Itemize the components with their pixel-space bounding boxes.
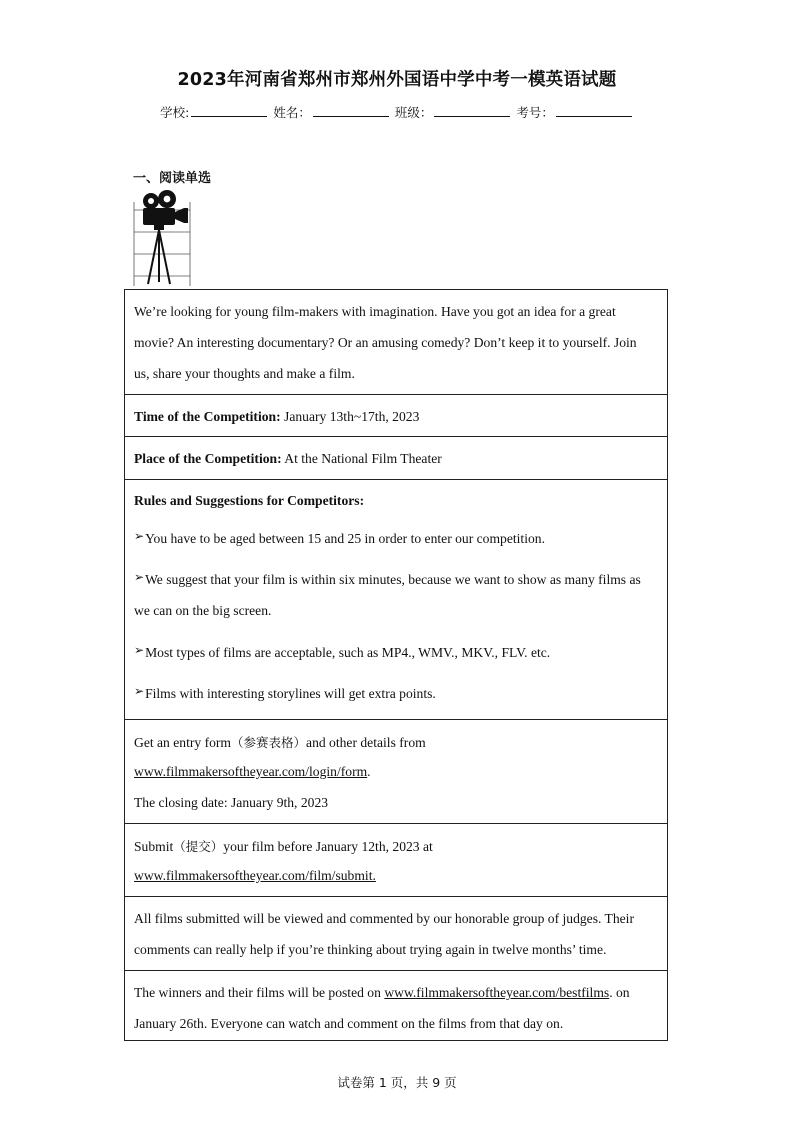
film-camera-icon	[132, 188, 192, 286]
place-label: Place of the Competition:	[134, 451, 282, 466]
entry-link-period: .	[367, 764, 371, 779]
intro-line: movie? An interesting documentary? Or an amusing comedy? Don’t keep it to yourself. Join	[134, 335, 637, 350]
judges-cell	[125, 896, 667, 970]
bullet-arrow-icon: ➢	[134, 684, 145, 698]
submit-text: Submit	[134, 839, 174, 854]
bullet-arrow-icon: ➢	[134, 643, 145, 657]
bullet-arrow-icon: ➢	[134, 529, 145, 543]
judges-line: All films submitted will be viewed and commented by our honorable group of judges. Their	[134, 911, 634, 926]
submit-text: your film before January 12th, 2023 at	[223, 839, 433, 854]
class-label: 班级：	[394, 105, 433, 120]
closing-date: The closing date: January 9th, 2023	[134, 795, 329, 810]
rule-item-continuation: we can on the big screen.	[134, 603, 272, 618]
class-blank	[434, 104, 510, 117]
judges-line: comments can really help if you’re thinking about trying again in twelve months’ time.	[134, 942, 607, 957]
entry-cell	[125, 719, 667, 823]
name-label: 姓名：	[273, 105, 311, 120]
winners-line: January 26th. Everyone can watch and comment on the films from that day on.	[134, 1016, 564, 1031]
exam-number-label: 考号：	[516, 105, 554, 120]
winners-text: The winners and their films will be posted on	[134, 985, 385, 1000]
rule-item: We suggest that your film is within six minutes, because we want to show as many films as	[145, 572, 641, 587]
page-footer: 试卷第 1 页，共 9 页	[337, 1075, 457, 1090]
entry-text: and other details from	[306, 735, 426, 750]
winners-cell	[125, 970, 667, 1042]
entry-form-link[interactable]: www.filmmakersoftheyear.com/login/form	[134, 764, 368, 779]
rules-heading: Rules and Suggestions for Competitors:	[134, 493, 365, 508]
submit-text-cn: （提交）	[173, 839, 224, 854]
time-label: Time of the Competition:	[134, 409, 281, 424]
exam-number-blank	[556, 104, 632, 117]
name-blank	[313, 104, 389, 117]
bullet-arrow-icon: ➢	[134, 570, 145, 584]
competition-notice	[124, 289, 668, 1041]
exam-title: 2023年河南省郑州市郑州外国语中学中考一模英语试题	[177, 70, 617, 90]
submit-cell	[125, 823, 667, 896]
time-cell	[125, 394, 667, 436]
intro-line: us, share your thoughts and make a film.	[134, 366, 355, 381]
intro-line: We’re looking for young film-makers with imagination. Have you got an idea for a great	[134, 304, 616, 319]
winners-text: . on	[609, 985, 630, 1000]
school-blank	[191, 104, 267, 117]
time-value: January 13th~17th, 2023	[280, 409, 420, 424]
rules-cell	[125, 479, 667, 719]
section-heading: 一、阅读单选	[133, 171, 212, 186]
place-cell	[125, 436, 667, 479]
school-label: 学校:	[160, 105, 190, 120]
place-value: At the National Film Theater	[281, 451, 442, 466]
intro-cell	[125, 290, 667, 394]
entry-text-cn: （参赛表格）	[231, 735, 307, 750]
submit-film-link[interactable]: www.filmmakersoftheyear.com/film/submit.	[134, 868, 376, 883]
rule-item: You have to be aged between 15 and 25 in order to enter our competition.	[145, 531, 545, 546]
student-info-row	[0, 103, 794, 121]
best-films-link[interactable]: www.filmmakersoftheyear.com/bestfilms	[384, 985, 610, 1000]
rule-item: Most types of films are acceptable, such as MP4., WMV., MKV., FLV. etc.	[145, 645, 551, 660]
rule-item: Films with interesting storylines will get extra points.	[145, 686, 436, 701]
entry-text: Get an entry form	[134, 735, 232, 750]
